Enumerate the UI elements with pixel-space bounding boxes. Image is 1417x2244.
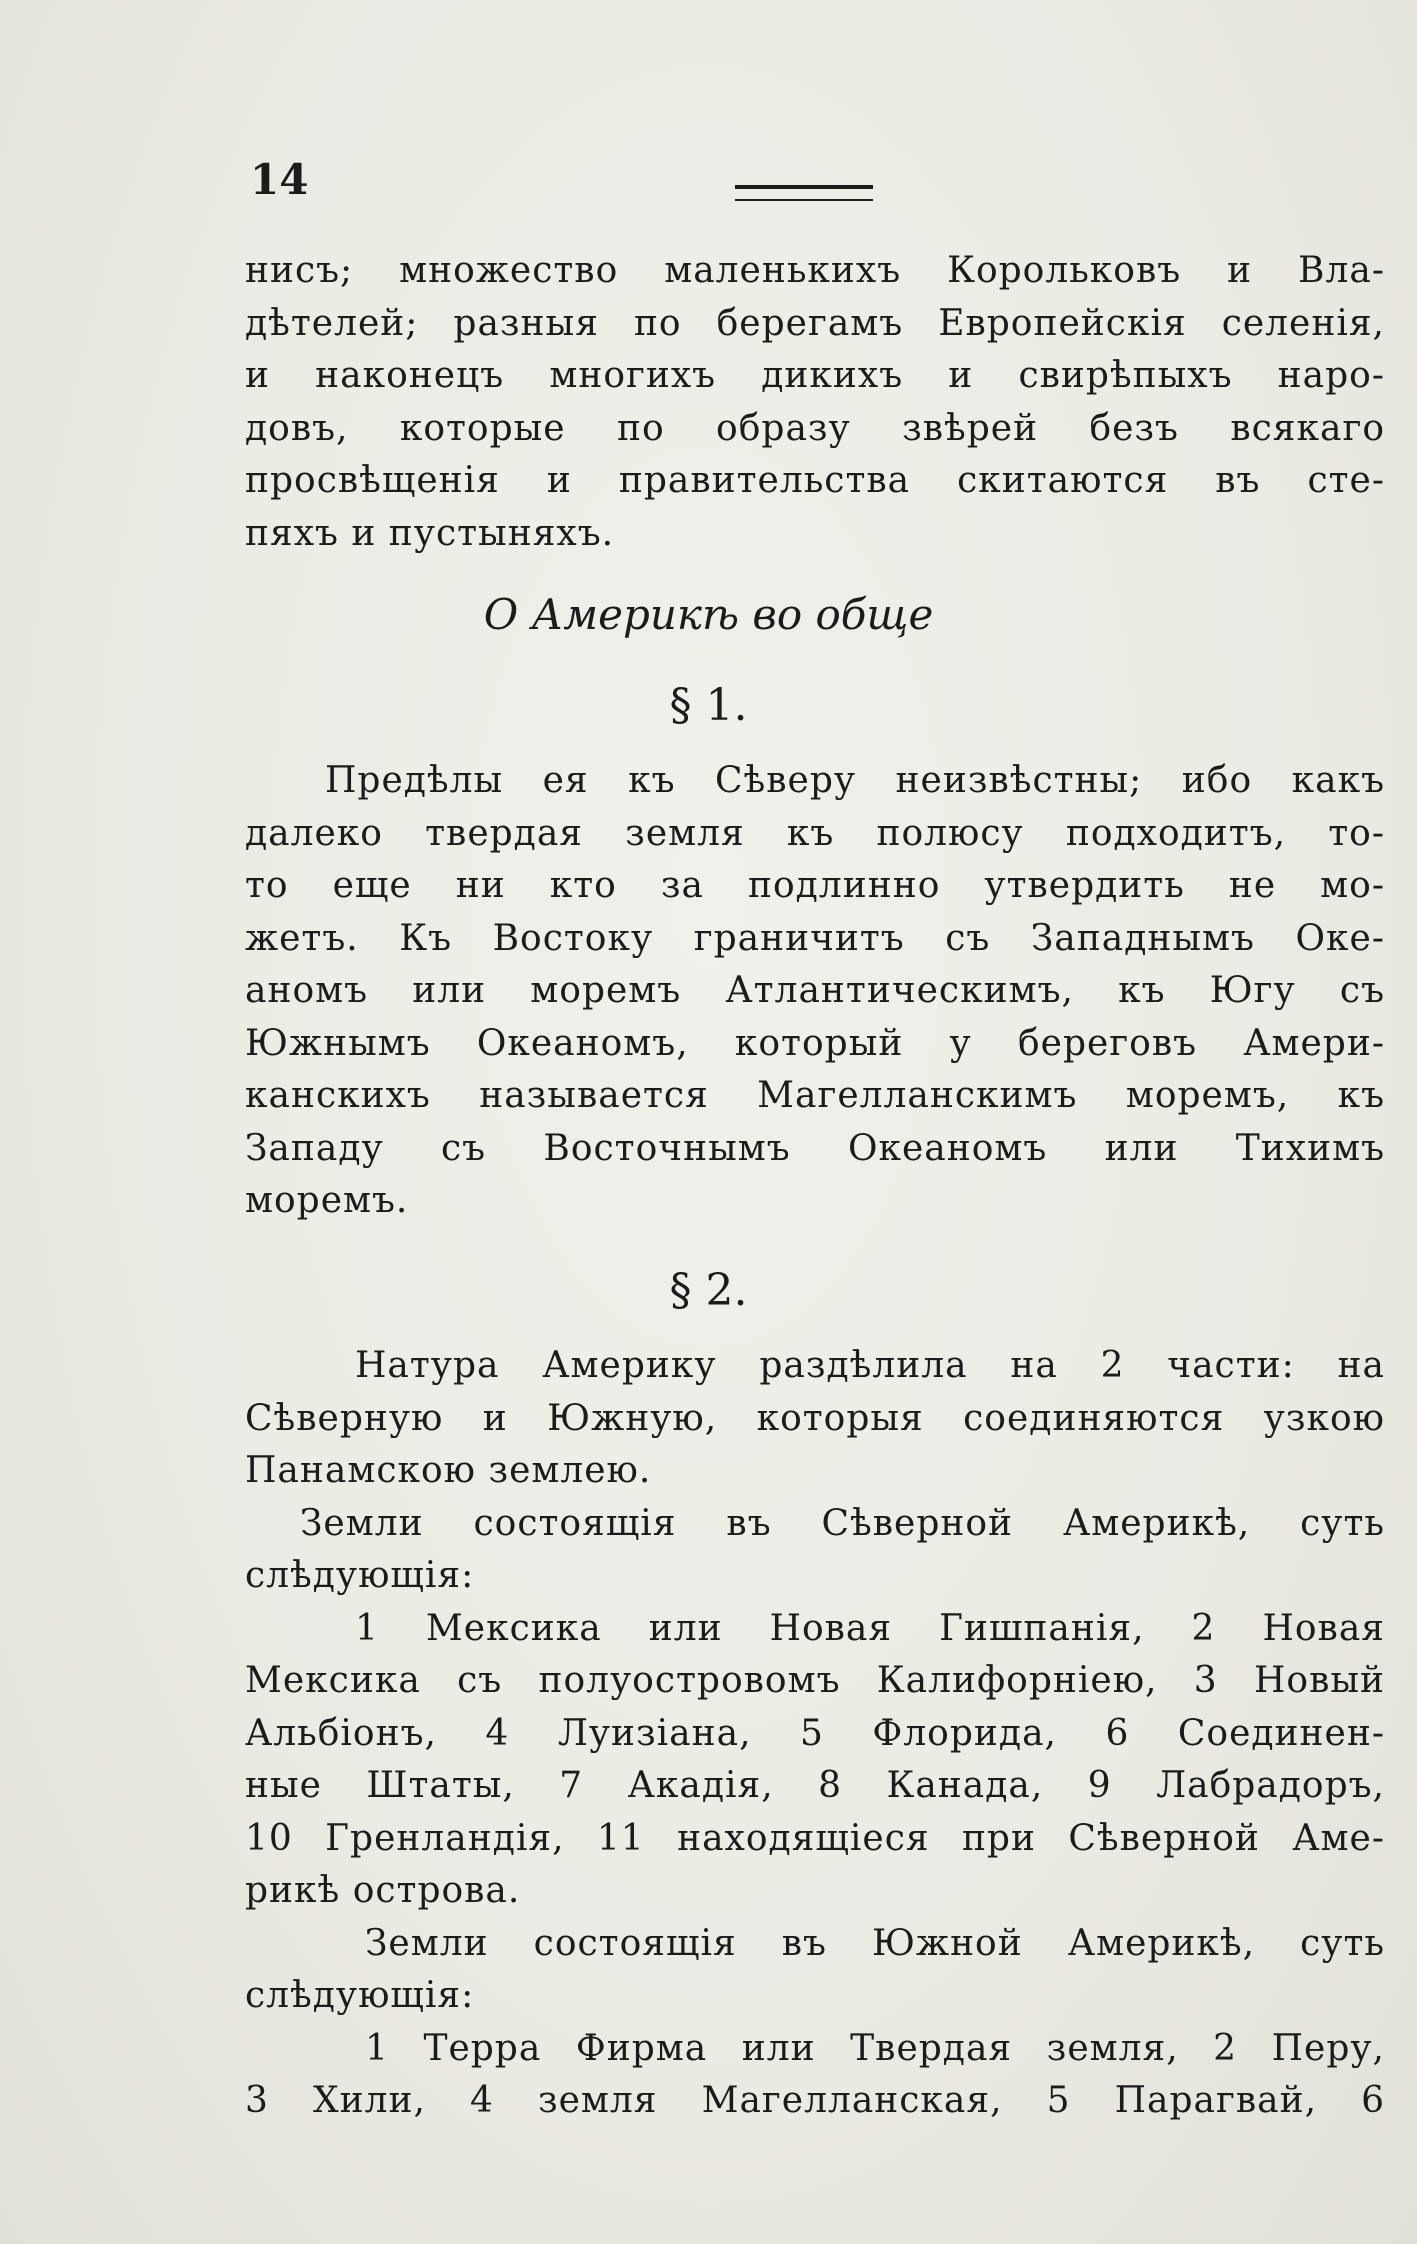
section-1-mark: § 1.: [669, 680, 748, 731]
text-line: 1 Терра Фирма или Твердая земля, 2 Перу,: [365, 2027, 1385, 2069]
text-line: 1 Мексика или Новая Гишпанія, 2 Новая: [355, 1607, 1385, 1649]
text-line: рикѣ острова.: [245, 1870, 521, 1911]
text-line: Южнымъ Океаномъ, который у береговъ Амери-: [245, 1022, 1385, 1064]
text-line: Западу съ Восточнымъ Океаномъ или Тихимъ: [245, 1127, 1385, 1169]
text-line: Мексика съ полуостровомъ Калифорніею, 3 Новый: [245, 1660, 1385, 1701]
section-2-paragraph: [245, 1340, 1385, 2128]
page-number: 14: [250, 155, 309, 204]
text-line: просвѣщенія и правительства скитаются въ сте-: [245, 460, 1385, 501]
page-header: [250, 155, 1250, 205]
intro-paragraph: [245, 245, 1385, 560]
header-rule: [735, 185, 873, 201]
text-line: дѣтелей; разныя по берегамъ Европейскія селенія,: [245, 302, 1385, 344]
text-line: довъ, которые по образу звѣрей безъ всякаго: [245, 407, 1385, 449]
text-line: Панамскою землею.: [245, 1450, 652, 1491]
text-line: нисъ; множество маленькихъ Корольковъ и Вла-: [245, 250, 1385, 291]
text-line: Земли состоящія въ Южной Америкѣ, суть: [365, 1922, 1385, 1964]
section-2-mark: § 2.: [669, 1265, 748, 1316]
text-line: Сѣверную и Южную, которыя соединяются узкою: [245, 1397, 1385, 1439]
text-line: 10 Гренландія, 11 находящіеся при Сѣверной Аме-: [245, 1817, 1385, 1859]
text-line: Альбіонъ, 4 Луизіана, 5 Флорида, 6 Соединен-: [245, 1712, 1385, 1754]
text-line: то еще ни кто за подлинно утвердить не мо-: [245, 865, 1385, 906]
text-line: Натура Америку раздѣлила на 2 части: на: [355, 1345, 1385, 1386]
text-line: и наконецъ многихъ дикихъ и свирѣпыхъ наро-: [245, 355, 1385, 396]
text-line: ные Штаты, 7 Акадія, 8 Канада, 9 Лабрадоръ,: [245, 1765, 1385, 1806]
section-1-paragraph: [245, 755, 1385, 1228]
text-line: жетъ. Къ Востоку граничитъ съ Западнымъ Оке-: [245, 917, 1385, 959]
section-heading: О Америкѣ во обще: [483, 590, 934, 639]
text-line: пяхъ и пустыняхъ.: [245, 512, 615, 554]
text-line: далеко твердая земля къ полюсу подходитъ, то-: [245, 812, 1385, 854]
text-line: Земли состоящія въ Сѣверной Америкѣ, суть: [300, 1502, 1385, 1544]
text-line: аномъ или моремъ Атлантическимъ, къ Югу съ: [245, 970, 1385, 1011]
text-line: слѣдующія:: [245, 1975, 475, 2016]
text-line: моремъ.: [245, 1180, 409, 1221]
text-line: канскихъ называется Магелланскимъ моремъ, къ: [245, 1075, 1385, 1116]
text-line: 3 Хили, 4 земля Магелланская, 5 Парагвай, 6: [245, 2080, 1385, 2121]
text-line: слѣдующія:: [245, 1555, 475, 1596]
text-line: Предѣлы ея къ Сѣверу неизвѣстны; ибо какъ: [325, 760, 1385, 801]
